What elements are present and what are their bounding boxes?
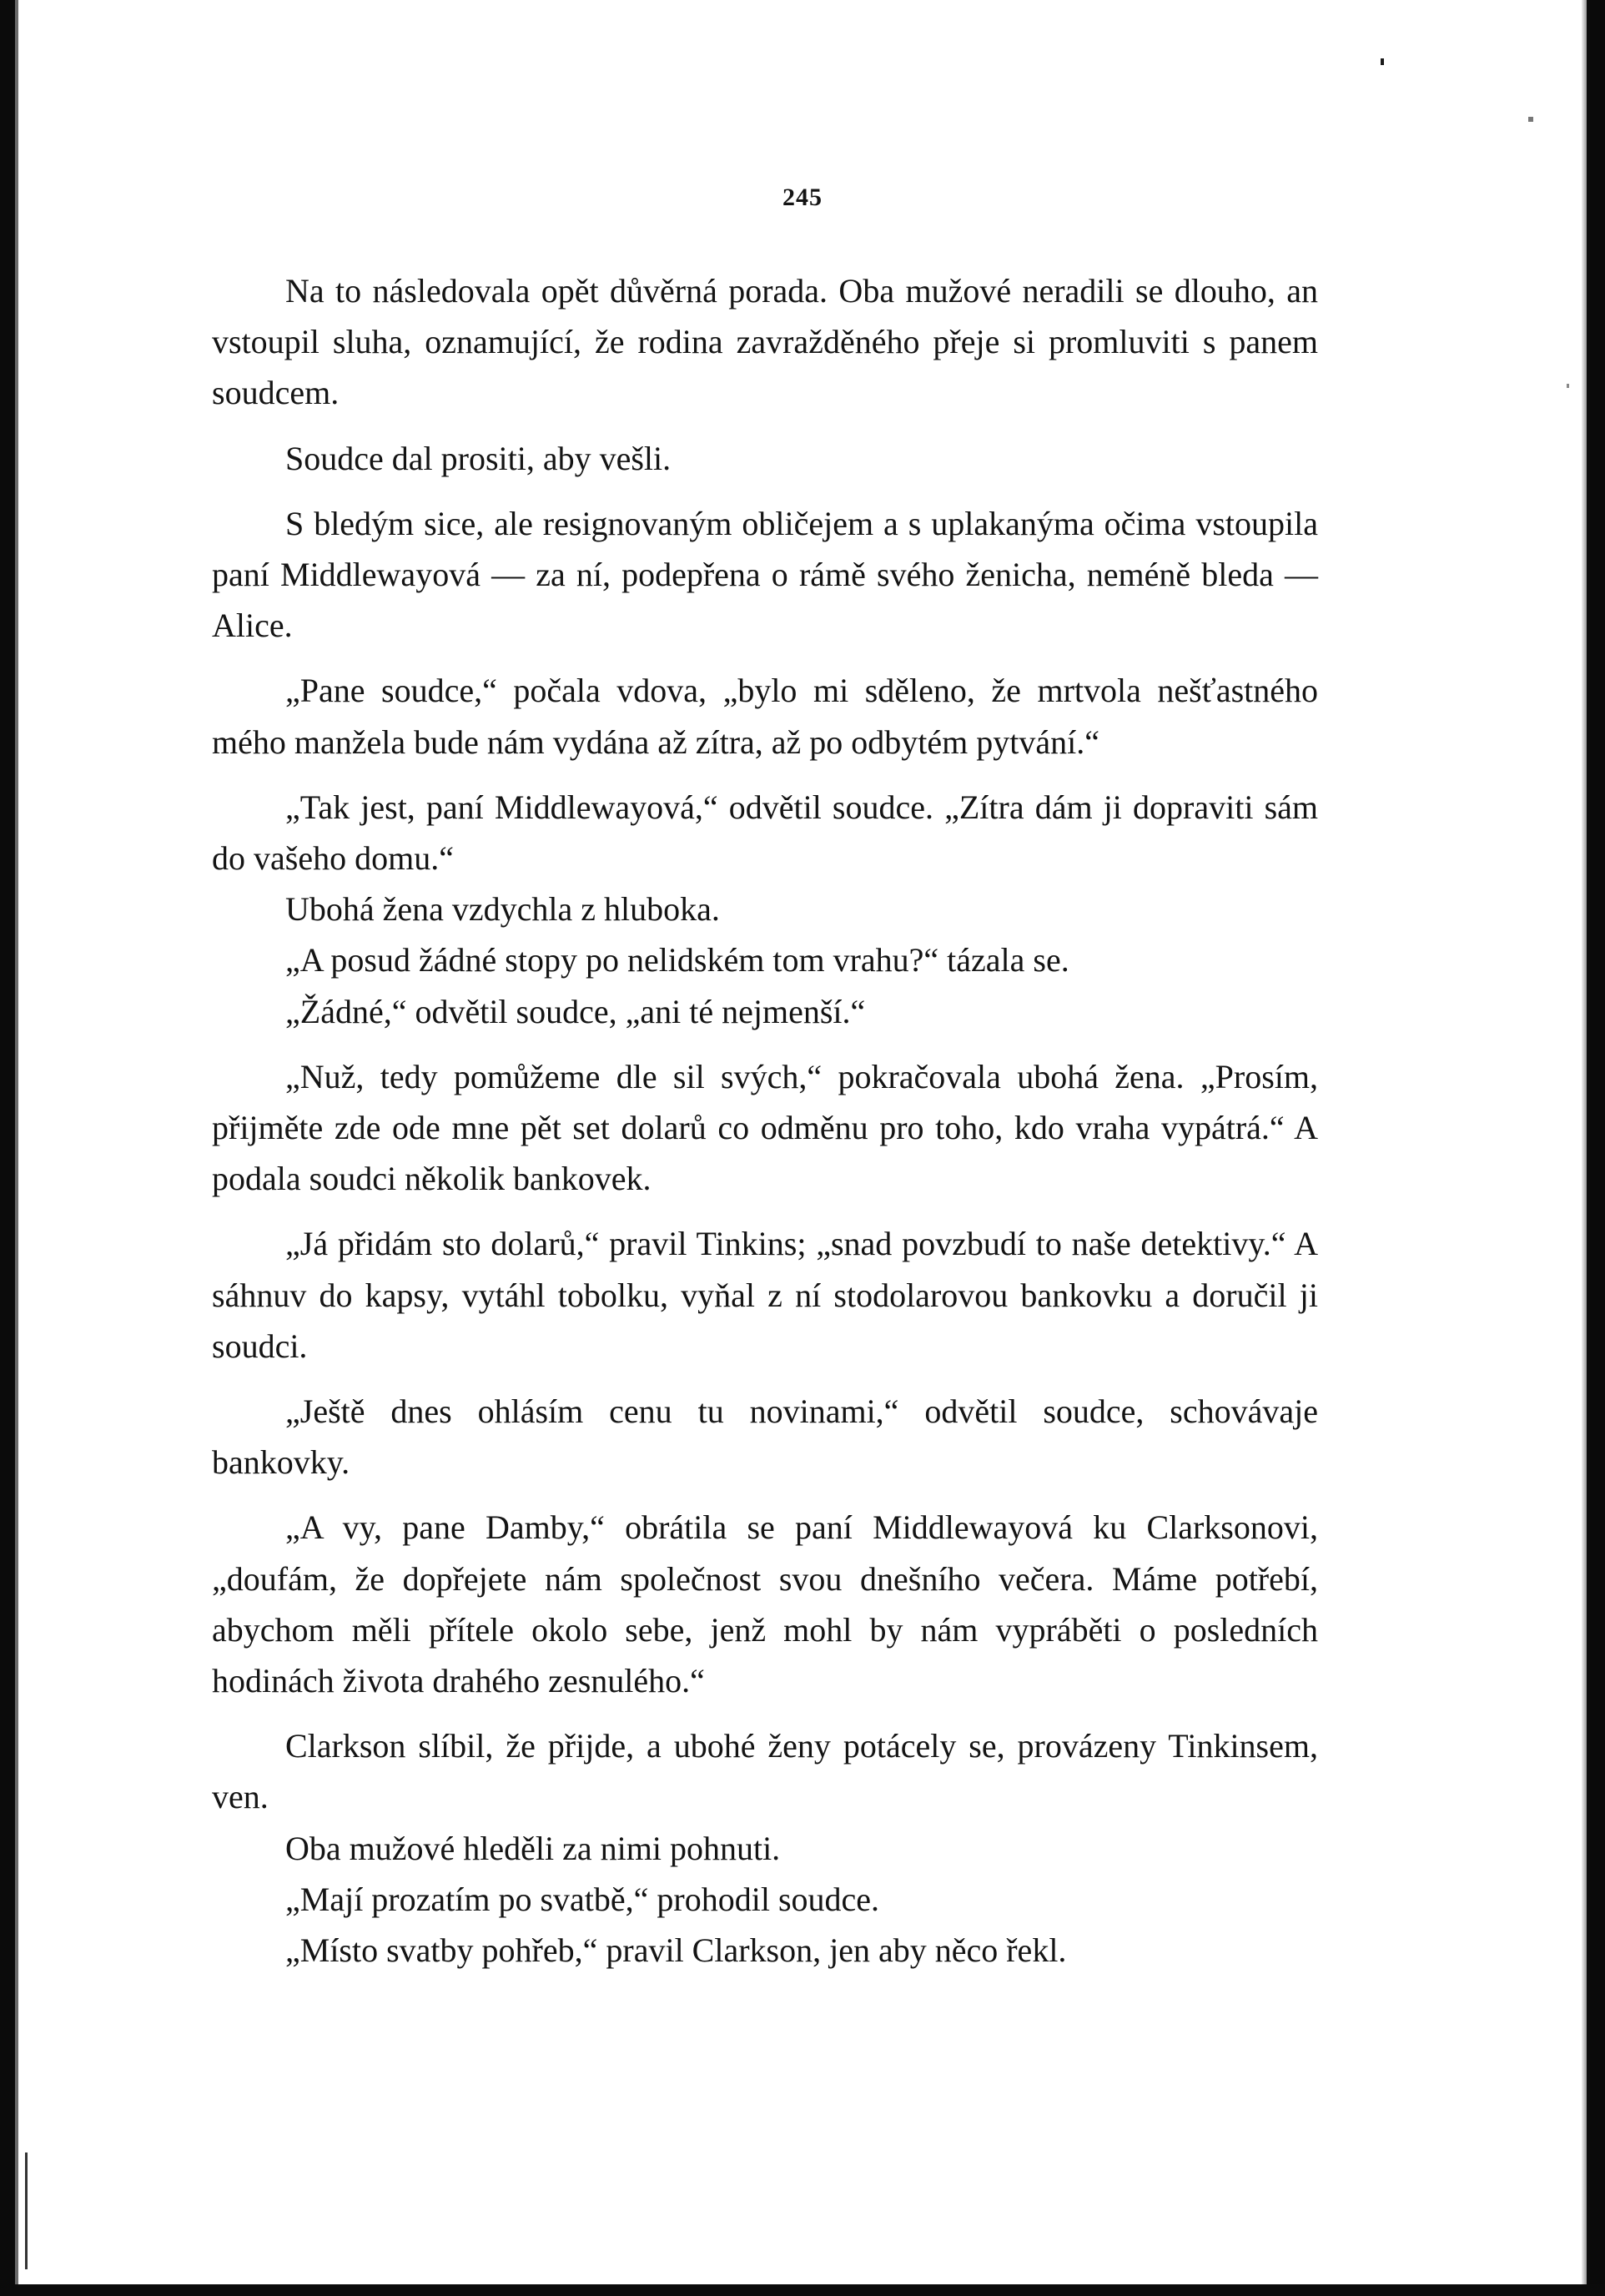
scan-speck [25,2152,28,2269]
paragraph: „Tak jest, paní Middlewayová,“ odvětil soudce. „Zítra dám ji dopraviti sám do vašeho domu.“ [212,788,1318,878]
paragraph: „Nuž, tedy pomůžeme dle sil svých,“ pokračovala ubohá žena. „Prosím, přijměte zde ode mne pět set dolarů co odměnu pro toho, kdo vraha vypátrá.“ A podala soudci několik bankovek. [212,1057,1318,1198]
paragraph: „Místo svatby pohřeb,“ pravil Clarkson, jen aby něco řekl. [285,1931,1067,1970]
paragraph: „A posud žádné stopy po nelidském tom vrahu?“ tázala se. [285,941,1069,979]
scan-border-left-shadow [15,0,18,2296]
paragraph: „Žádné,“ odvětil soudce, „ani té nejmenší.“ [285,992,866,1030]
paragraph: Oba mužové hleděli za nimi pohnuti. [285,1829,781,1867]
scan-speck [1381,58,1384,65]
scan-border-left [0,0,15,2296]
body-text [212,265,1318,1976]
page-number: 245 [782,184,823,211]
scan-speck [1567,384,1569,388]
paragraph: „Ještě dnes ohlásím cenu tu novinami,“ odvětil soudce, schovávaje bankovky. [212,1392,1318,1482]
scan-border-right-shadow [1582,0,1587,2296]
paragraph: „Pane soudce,“ počala vdova, „bylo mi sděleno, že mrtvola nešťastného mého manžela bude nám vydána až zítra, až po odbytém pytvání.“ [212,672,1318,761]
scan-border-bottom [0,2284,1605,2296]
paragraph: „Já přidám sto dolarů,“ pravil Tinkins; „snad povzbudí to naše detektivy.“ A sáhnuv do kapsy, vytáhl tobolku, vyňal z ní stodolarovou bankovku a doručil ji soudci. [212,1225,1318,1365]
scan-speck [1528,117,1533,122]
paragraph: Clarkson slíbil, že přijde, a ubohé ženy potácely se, provázeny Tinkinsem, ven. [212,1727,1318,1816]
paragraph: Ubohá žena vzdychla z hluboka. [285,890,720,929]
paragraph: Na to následovala opět důvěrná porada. Oba mužové neradili se dlouho, an vstoupil sluha, oznamující, že rodina zavražděného přeje si promluviti s panem soudcem. [212,272,1318,412]
paragraph: „A vy, pane Damby,“ obrátila se paní Middlewayová ku Clarksonovi, „doufám, že dopřejete nám společnost svou dnešního večera. Máme potřebí, abychom měli přítele okolo sebe, jenž mohl by nám vypráběti o posledních hodinách života drahého zesnulého.“ [212,1508,1318,1700]
paragraph: Soudce dal prositi, aby vešli. [285,439,672,477]
paragraph: „Mají prozatím po svatbě,“ prohodil soudce. [285,1880,880,1918]
paragraph: S bledým sice, ale resignovaným obličejem a s uplakanýma očima vstoupila paní Middlewayová — za ní, podepřena o rámě svého ženicha, neméně bleda — Alice. [212,504,1318,645]
scan-border-right [1587,0,1605,2296]
